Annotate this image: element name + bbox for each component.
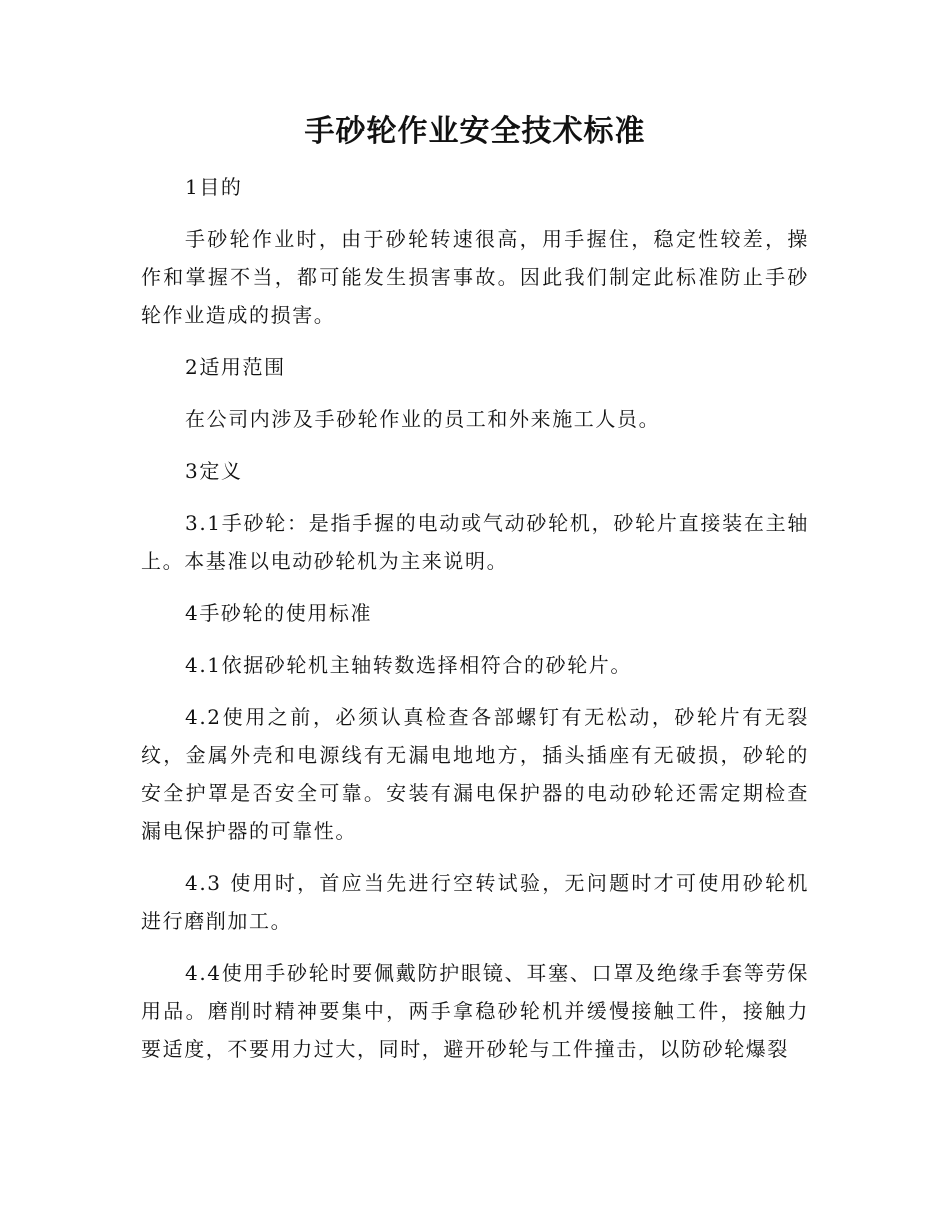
paragraph-usage-4-3: 4.3 使用时，首应当先进行空转试验，无问题时才可使用砂轮机进行磨削加工。: [141, 871, 809, 933]
document-body: [141, 168, 809, 1082]
paragraph-scope: 在公司内涉及手砂轮作业的员工和外来施工人员。: [185, 407, 661, 431]
document-title: 手砂轮作业安全技术标准: [304, 114, 646, 149]
paragraph-purpose: 手砂轮作业时，由于砂轮转速很高，用手握住，稳定性较差，操作和掌握不当，都可能发生损害事故。因此我们制定此标准防止手砂轮作业造成的损害。: [141, 227, 809, 327]
section-heading-purpose: 1目的: [185, 175, 243, 199]
paragraph-usage-4-1: 4.1依据砂轮机主轴转数选择相符合的砂轮片。: [185, 653, 633, 677]
section-heading-scope: 2适用范围: [185, 355, 286, 379]
section-heading-usage-standard: 4手砂轮的使用标准: [185, 601, 373, 625]
paragraph-usage-4-4: 4.4使用手砂轮时要佩戴防护眼镜、耳塞、口罩及绝缘手套等劳保用品。磨削时精神要集中，两手拿稳砂轮机并缓慢接触工件，接触力要适度，不要用力过大，同时，避开砂轮与工件撞击，以防砂轮爆裂: [141, 961, 809, 1061]
paragraph-definition-3-1: 3.1手砂轮：是指手握的电动或气动砂轮机，砂轮片直接装在主轴上。本基准以电动砂轮机为主来说明。: [141, 511, 809, 573]
paragraph-usage-4-2: 4.2使用之前，必须认真检查各部螺钉有无松动，砂轮片有无裂纹，金属外壳和电源线有无漏电地地方，插头插座有无破损，砂轮的安全护罩是否安全可靠。安装有漏电保护器的电动砂轮还需定期检查漏电保护器的可靠性。: [141, 705, 809, 843]
section-heading-definition: 3定义: [185, 459, 243, 483]
